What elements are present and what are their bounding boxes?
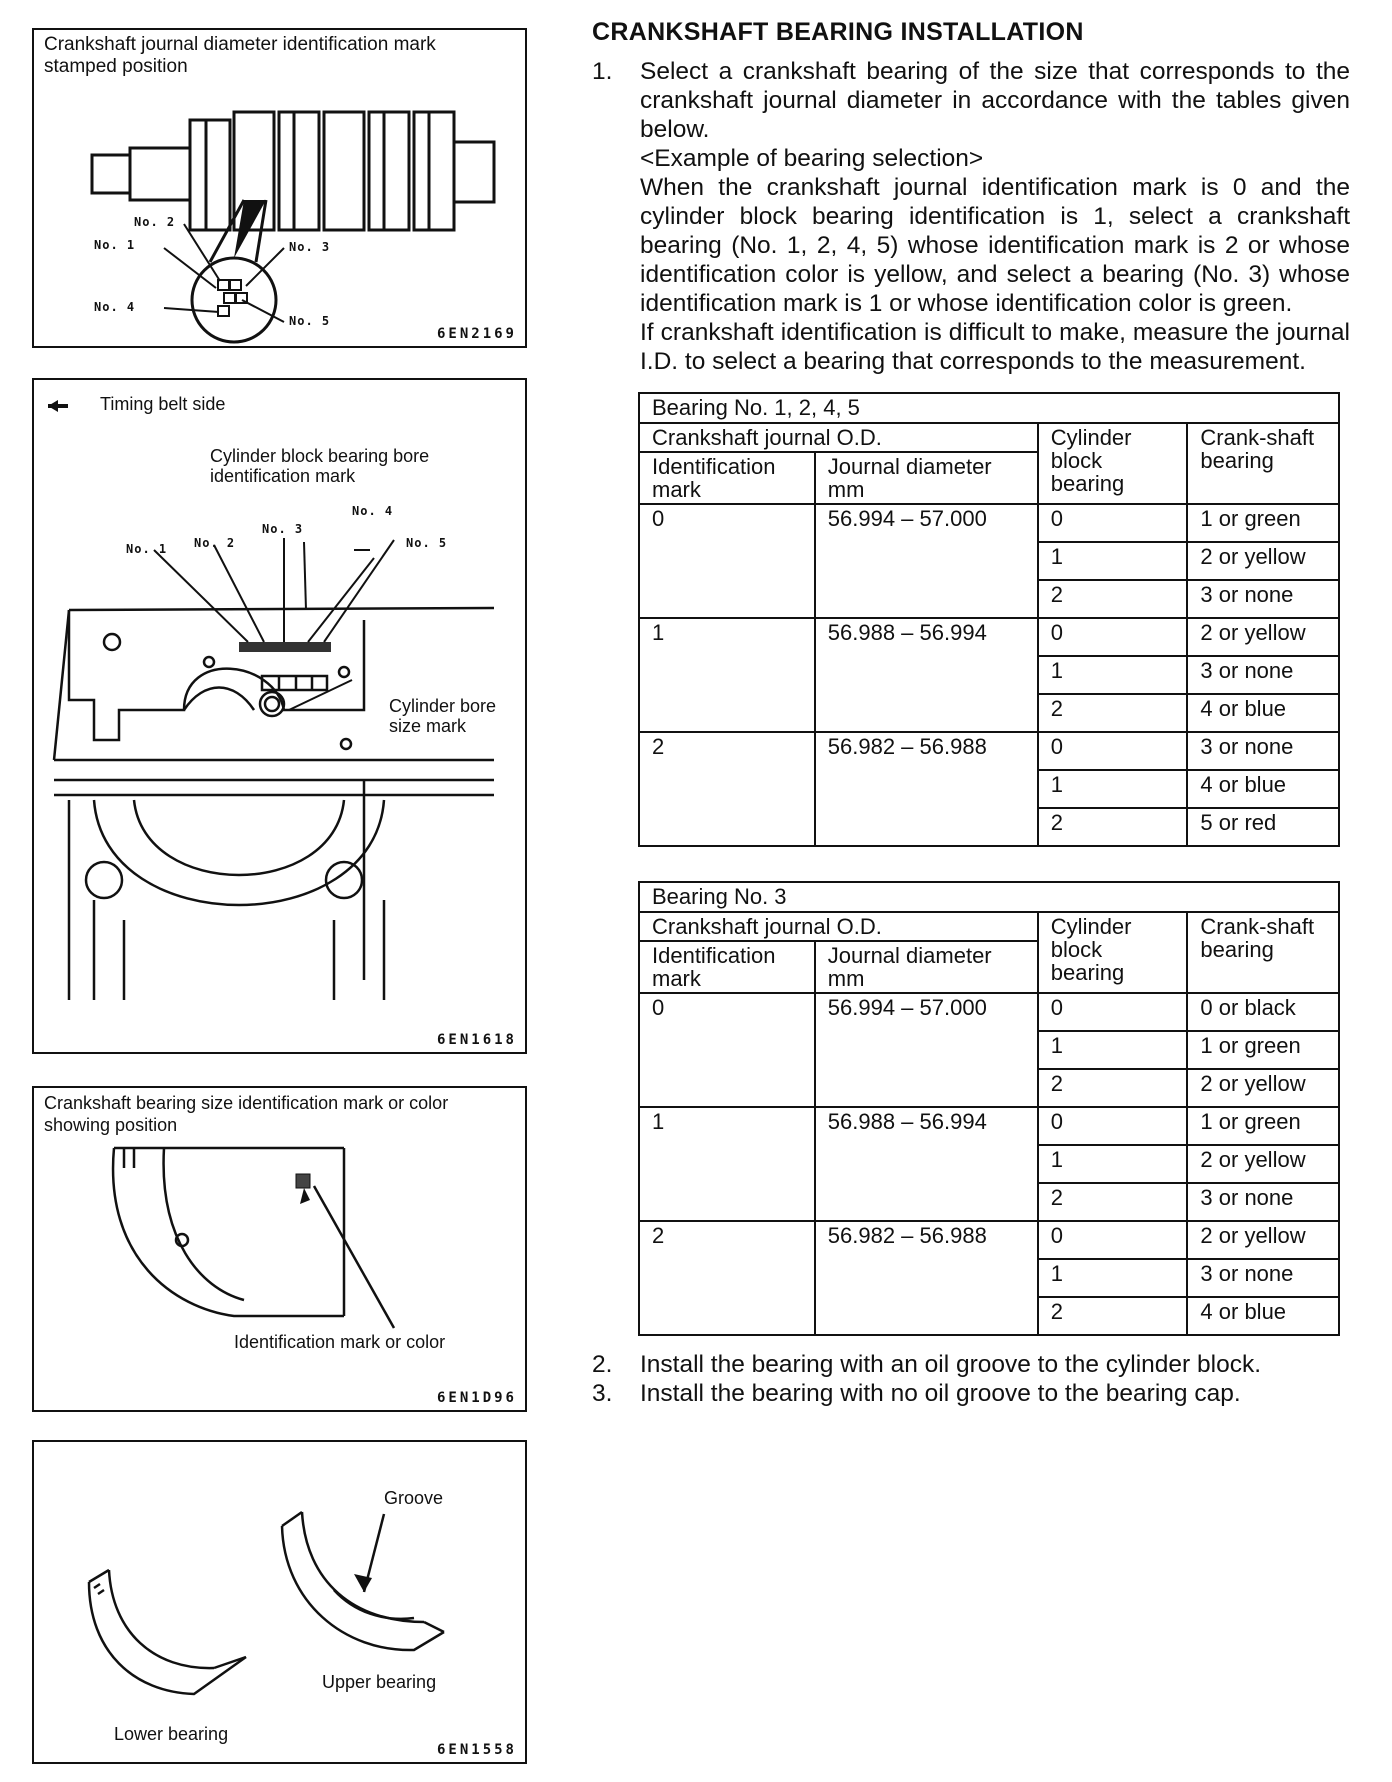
crankshaft-bearing-cell: 2 or yellow — [1187, 542, 1339, 580]
crankshaft-bearing-cell: 3 or none — [1187, 1183, 1339, 1221]
header-journal-od: Crankshaft journal O.D. — [639, 423, 1038, 452]
bearing-halves-illustration — [34, 1442, 529, 1766]
figure-bearing-mark-position — [32, 1086, 527, 1412]
table-row — [639, 504, 1339, 542]
crankshaft-bearing-cell: 4 or blue — [1187, 1297, 1339, 1335]
label-no-1: No. 1 — [126, 542, 168, 556]
header-identification-mark: Identification mark — [639, 452, 815, 504]
header-crankshaft-bearing: Crank-shaft bearing — [1187, 423, 1339, 504]
cylinder-block-cell: 1 — [1038, 1031, 1188, 1069]
journal-diameter-cell: 56.988 – 56.994 — [815, 1107, 1038, 1221]
identification-mark-label: Identification mark or color — [234, 1332, 446, 1352]
step-number: 1. — [592, 58, 613, 85]
step-1 — [592, 57, 1350, 376]
label-no-1: No. 1 — [94, 238, 136, 252]
label-no-5: No. 5 — [406, 536, 448, 550]
figure-upper-lower-bearing — [32, 1440, 527, 1764]
id-mark-cell: 2 — [639, 732, 815, 846]
section-title: CRANKSHAFT BEARING INSTALLATION — [592, 18, 1084, 46]
header-crankshaft-bearing: Crank-shaft bearing — [1187, 912, 1339, 993]
bearing-table-no-3 — [638, 881, 1340, 1336]
id-mark-cell: 2 — [639, 1221, 815, 1335]
label-no-2: No. 2 — [194, 536, 236, 550]
id-mark-cell: 1 — [639, 1107, 815, 1221]
table-row — [639, 1221, 1339, 1259]
crankshaft-bearing-cell: 3 or none — [1187, 732, 1339, 770]
cylinder-block-cell: 0 — [1038, 504, 1188, 542]
crankshaft-bearing-cell: 2 or yellow — [1187, 1145, 1339, 1183]
figure-cylinder-block-mark — [32, 378, 527, 1054]
cylinder-block-cell: 0 — [1038, 618, 1188, 656]
cylinder-block-cell: 2 — [1038, 1297, 1188, 1335]
header-cylinder-block-bearing: Cylinder block bearing — [1038, 912, 1188, 993]
journal-diameter-cell: 56.982 – 56.988 — [815, 1221, 1038, 1335]
id-mark-cell: 0 — [639, 504, 815, 618]
bearing-shell-illustration — [34, 1088, 529, 1414]
journal-diameter-cell: 56.982 – 56.988 — [815, 732, 1038, 846]
figure-caption: Crankshaft bearing size identification mark or color showing position — [44, 1093, 449, 1135]
table-row — [639, 1107, 1339, 1145]
lower-bearing-label: Lower bearing — [114, 1724, 229, 1744]
crankshaft-bearing-cell: 0 or black — [1187, 993, 1339, 1031]
cylinder-block-cell: 1 — [1038, 1259, 1188, 1297]
cylinder-block-cell: 1 — [1038, 770, 1188, 808]
crankshaft-bearing-cell: 1 or green — [1187, 1107, 1339, 1145]
crankshaft-bearing-cell: 3 or none — [1187, 1259, 1339, 1297]
figure-code: 6EN1618 — [436, 1032, 517, 1048]
figure-code: 6EN1558 — [436, 1742, 517, 1758]
bearing-table-no-1-2-4-5 — [638, 392, 1340, 847]
crankshaft-bearing-cell: 4 or blue — [1187, 694, 1339, 732]
cylinder-block-cell: 1 — [1038, 656, 1188, 694]
table-title: Bearing No. 3 — [639, 882, 1339, 912]
step-number: 3. — [592, 1380, 613, 1407]
measure-note: If crankshaft identification is difficult to make, measure the journal I.D. to select a bearing that corresponds to the measurement. — [640, 319, 1350, 375]
header-journal-diameter: Journal diameter mm — [815, 452, 1038, 504]
step-2-text: Install the bearing with an oil groove to the cylinder block. — [640, 1351, 1262, 1378]
crankshaft-bearing-cell: 1 or green — [1187, 504, 1339, 542]
crankshaft-bearing-cell: 3 or none — [1187, 656, 1339, 694]
crankshaft-bearing-cell: 1 or green — [1187, 1031, 1339, 1069]
example-text: When the crankshaft journal identification mark is 0 and the cylinder block bearing identification is 1, select a crankshaft bearing (No. 1, 2, 4, 5) whose identification mark is 2 or whose identification color is yellow, and select a bearing (No. 3) whose identification mark is 1 or whose identification color is green. — [640, 174, 1350, 317]
installation-section — [592, 18, 1350, 1408]
label-no-5: No. 5 — [289, 314, 331, 328]
step-3 — [592, 1379, 1350, 1408]
header-identification-mark: Identification mark — [639, 941, 815, 993]
cylinder-block-cell: 2 — [1038, 1183, 1188, 1221]
cylinder-block-cell: 0 — [1038, 1107, 1188, 1145]
id-mark-cell: 1 — [639, 618, 815, 732]
label-no-4: No. 4 — [94, 300, 136, 314]
cylinder-block-cell: 2 — [1038, 808, 1188, 846]
journal-diameter-cell: 56.994 – 57.000 — [815, 993, 1038, 1107]
step-number: 2. — [592, 1351, 613, 1378]
figure-code: 6EN1D96 — [436, 1390, 517, 1406]
label-no-4: No. 4 — [352, 504, 394, 518]
step-3-text: Install the bearing with no oil groove to the bearing cap. — [640, 1380, 1241, 1407]
cylinder-block-cell: 2 — [1038, 580, 1188, 618]
cylinder-block-cell: 0 — [1038, 732, 1188, 770]
label-no-3: No. 3 — [262, 522, 304, 536]
label-no-2: No. 2 — [134, 215, 176, 229]
figure-caption: Crankshaft journal diameter identification mark stamped position — [44, 34, 436, 77]
upper-bearing-label: Upper bearing — [322, 1672, 437, 1692]
table-row — [639, 618, 1339, 656]
cylinder-block-cell: 1 — [1038, 1145, 1188, 1183]
timing-belt-side-label: Timing belt side — [100, 394, 226, 414]
figure-crankshaft-journal-mark — [32, 28, 527, 348]
table-title: Bearing No. 1, 2, 4, 5 — [639, 393, 1339, 423]
journal-diameter-cell: 56.994 – 57.000 — [815, 504, 1038, 618]
header-journal-diameter: Journal diameter mm — [815, 941, 1038, 993]
step-2 — [592, 1350, 1350, 1379]
cylinder-bore-size-label: Cylinder bore size mark — [389, 696, 497, 736]
step-1-text: Select a crankshaft bearing of the size that corresponds to the crankshaft journal diameter in accordance with the tables given below. — [640, 58, 1350, 143]
cylinder-block-cell: 2 — [1038, 694, 1188, 732]
figure-caption: Cylinder block bearing bore identification mark — [210, 446, 430, 486]
cylinder-block-cell: 1 — [1038, 542, 1188, 580]
crankshaft-bearing-cell: 2 or yellow — [1187, 1069, 1339, 1107]
cylinder-block-cell: 0 — [1038, 1221, 1188, 1259]
id-mark-cell: 0 — [639, 993, 815, 1107]
cylinder-block-cell: 0 — [1038, 993, 1188, 1031]
crankshaft-bearing-cell: 3 or none — [1187, 580, 1339, 618]
crankshaft-bearing-cell: 5 or red — [1187, 808, 1339, 846]
header-journal-od: Crankshaft journal O.D. — [639, 912, 1038, 941]
example-heading: <Example of bearing selection> — [640, 145, 984, 172]
header-cylinder-block-bearing: Cylinder block bearing — [1038, 423, 1188, 504]
crankshaft-bearing-cell: 4 or blue — [1187, 770, 1339, 808]
table-row — [639, 732, 1339, 770]
journal-diameter-cell: 56.988 – 56.994 — [815, 618, 1038, 732]
table-row — [639, 993, 1339, 1031]
cylinder-block-cell: 2 — [1038, 1069, 1188, 1107]
label-no-3: No. 3 — [289, 240, 331, 254]
groove-label: Groove — [384, 1488, 444, 1508]
crankshaft-bearing-cell: 2 or yellow — [1187, 1221, 1339, 1259]
figure-code: 6EN2169 — [436, 326, 517, 342]
crankshaft-bearing-cell: 2 or yellow — [1187, 618, 1339, 656]
